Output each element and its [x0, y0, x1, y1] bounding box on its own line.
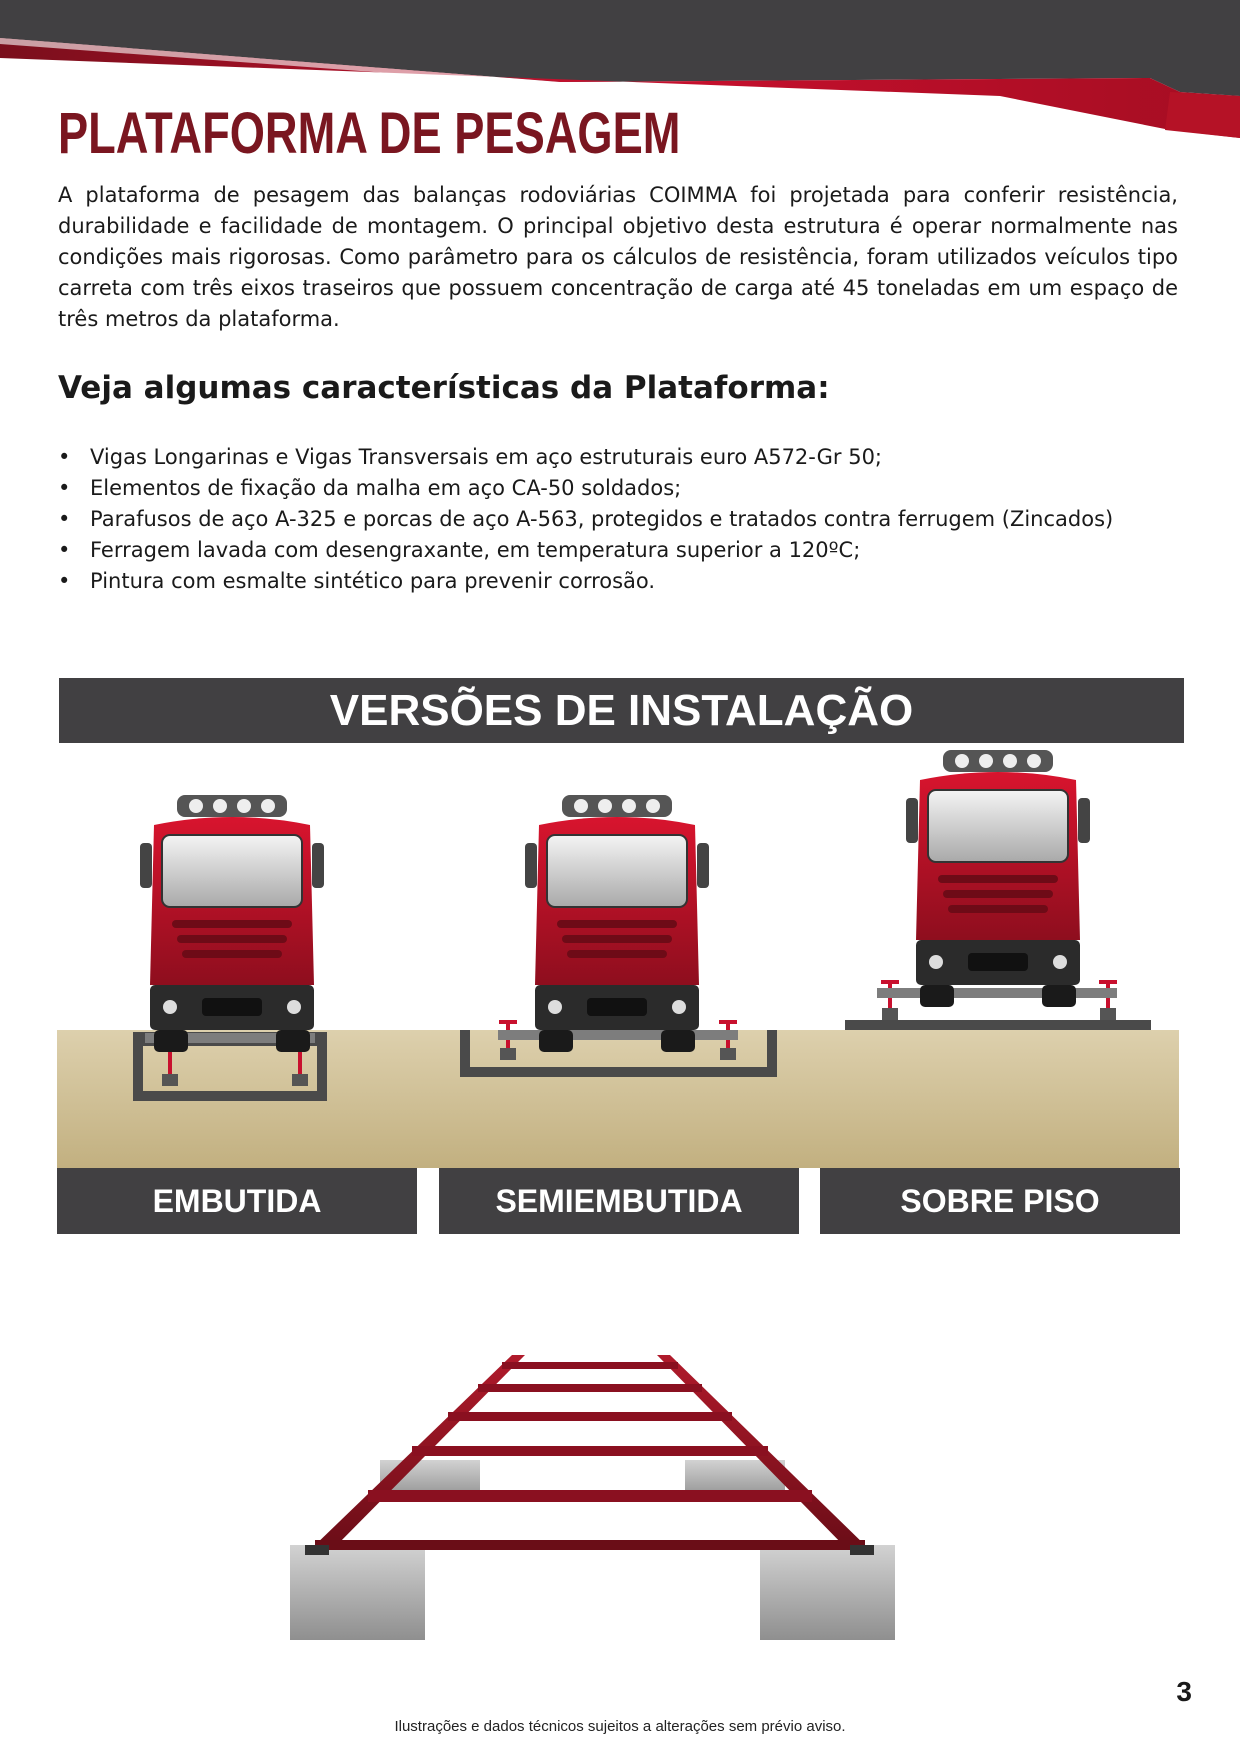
- feature-item: • Pintura com esmalte sintético para prevenir corrosão.: [58, 566, 1113, 597]
- feature-item: • Ferragem lavada com desengraxante, em temperatura superior a 120ºC;: [58, 535, 1113, 566]
- feature-item: • Parafusos de aço A-325 e porcas de aço A-563, protegidos e tratados contra ferrugem (Zincados): [58, 504, 1113, 535]
- features-heading: Veja algumas características da Plataforma:: [58, 370, 830, 406]
- version-semiembutida: SEMIEMBUTIDA: [439, 1168, 799, 1234]
- version-sobre-piso: SOBRE PISO: [820, 1168, 1180, 1234]
- intro-paragraph: A plataforma de pesagem das balanças rodoviárias COIMMA foi projetada para conferir resistência, durabilidade e facilidade de montagem. O principal objetivo desta estrutura é operar normalmente nas condições mais rigorosas. Como parâmetro para os cálculos de resistência, foram utilizados veículos tipo carreta com três eixos traseiros que possuem concentração de carga até 45 toneladas em um espaço de três metros da plataforma.: [58, 183, 1178, 331]
- version-embutida: EMBUTIDA: [57, 1168, 417, 1234]
- versions-title: VERSÕES DE INSTALAÇÃO: [329, 686, 914, 735]
- feature-item: • Elementos de fixação da malha em aço CA-50 soldados;: [58, 473, 1113, 504]
- page-title: PLATAFORMA DE PESAGEM: [58, 101, 681, 166]
- footer-note: Ilustrações e dados técnicos sujeitos a alterações sem prévio aviso.: [394, 1718, 846, 1735]
- feature-item: • Vigas Longarinas e Vigas Transversais em aço estruturais euro A572-Gr 50;: [58, 442, 1113, 473]
- features-list: [58, 442, 1113, 597]
- installation-illustration: [0, 750, 1240, 1240]
- page-number: 3: [1176, 1676, 1192, 1707]
- platform-frame-illustration: [280, 1340, 920, 1640]
